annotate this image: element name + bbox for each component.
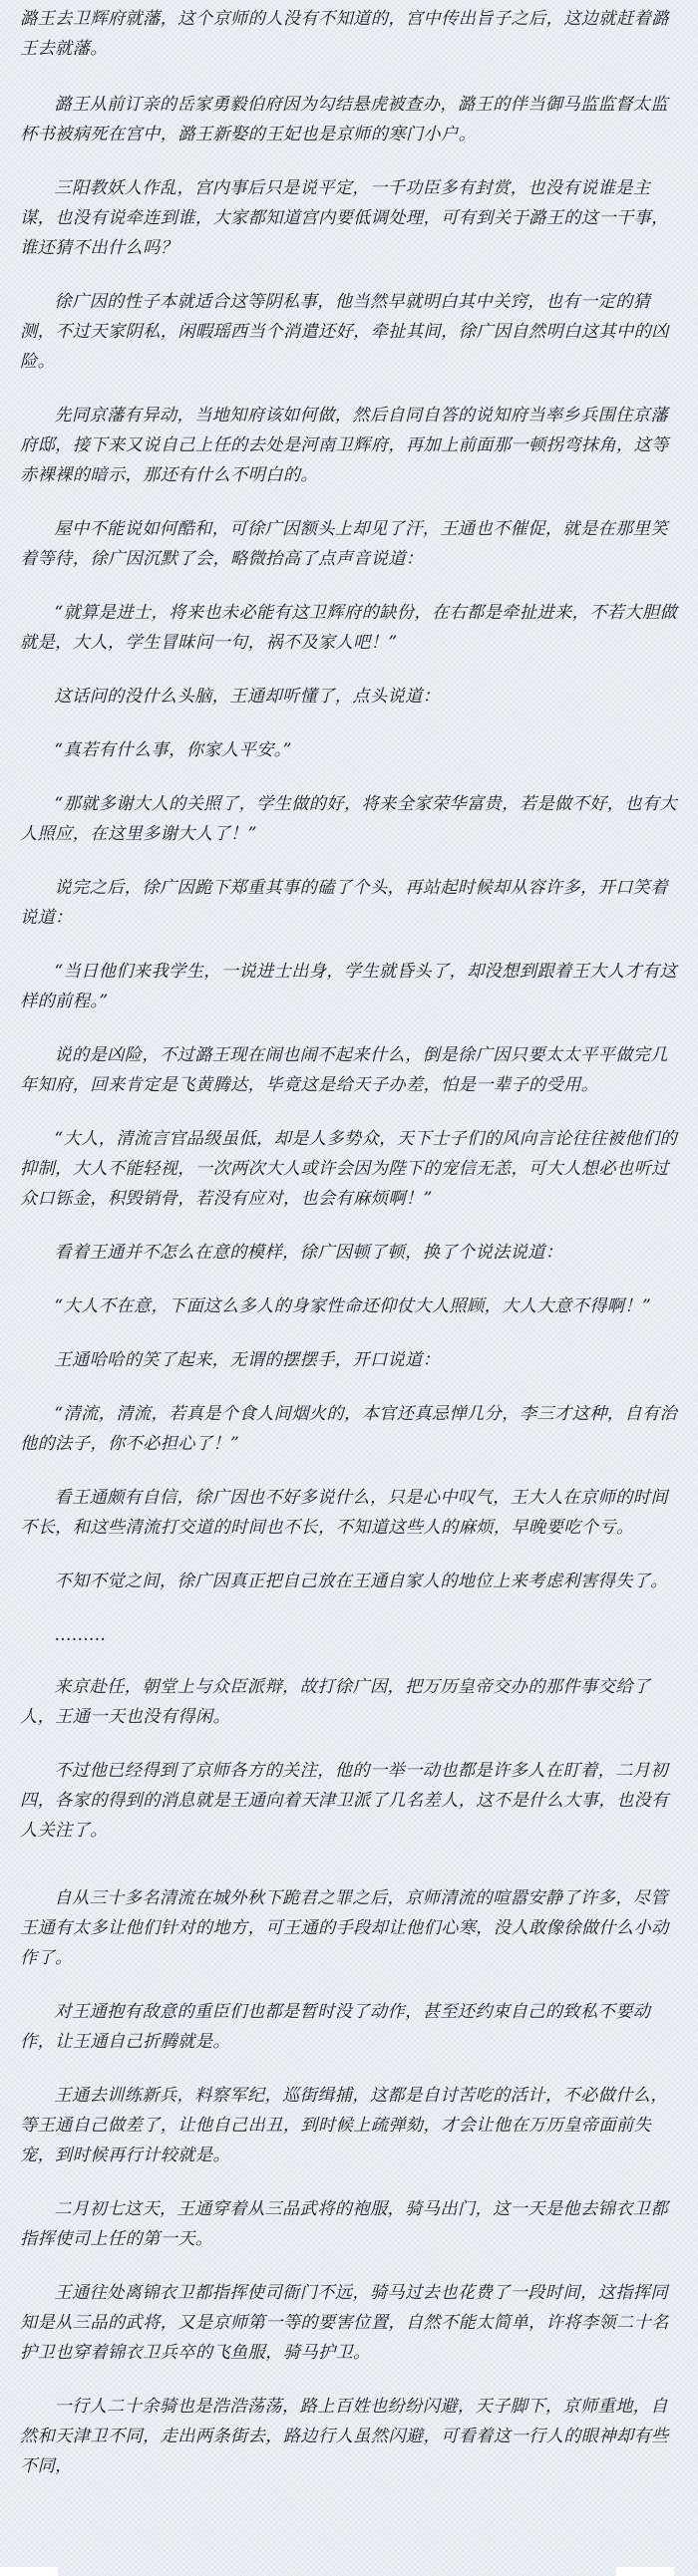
- paragraph: 二月初七这天，王通穿着从三品武将的袍服，骑马出门，这一天是他去锦衣卫都指挥使司上任的第一天。: [20, 2199, 668, 2249]
- paragraph: 看王通颇有自信，徐广因也不好多说什么，只是心中叹气，王大人在京师的时间不长，和这些清流打交道的时间也不长，不知道这些人的麻烦，早晚要吃个亏。: [20, 1488, 668, 1538]
- paragraph: 这话问的没什么头脑，王通却听懂了，点头说道：: [54, 687, 441, 707]
- paragraph: 一行人二十余骑也是浩浩荡荡，路上百姓也纷纷闪避，天子脚下，京师重地，自然和天津卫不同，走出两条街去，路边行人虽然闪避，可看着这一行人的眼神却有些不同，: [20, 2397, 669, 2476]
- paragraph: 不知不觉之间，徐广因真正把自己放在王通自家人的地位上来考虑利害得失了。: [54, 1572, 668, 1591]
- paragraph: 来京赴任，朝堂上与众臣派辩，故打徐广因，把万历皇帝交办的那件事交给了人，王通一天也没有得闲。: [20, 1677, 651, 1727]
- dialogue-paragraph: “清流，清流，若真是个食人间烟火的，本官还真忌惮几分，李三才这种，自有治他的法子，你不必担心了！”: [20, 1404, 678, 1454]
- dialogue-paragraph: “大人，清流言官品级虽低，却是人多势众，天下士子们的风向言论往往被他们的抑制，大人不能轻视，一次两次大人或许会因为陛下的宠信无恙，可大人想必也听过众口铄金，积毁销骨，若没有应对，也会有麻烦啊！”: [20, 1129, 678, 1209]
- section-separator: ………: [54, 1625, 106, 1645]
- bottom-bar-right: [616, 2567, 674, 2576]
- paragraph: 屋中不能说如何酷和，可徐广因额头上却见了汗，王通也不催促，就是在那里笑着等待，徐广因沉默了会，略微抬高了点声音说道：: [20, 519, 668, 569]
- paragraph: 王通去训练新兵，料察军纪，巡街缉捕，这都是自讨苦吃的活计，不必做什么，等王通自己做差了，让他自己出丑，到时候上疏弹劾，才会让他在万历皇帝面前失宠，到时候再行计较就是。: [20, 2086, 668, 2165]
- bottom-bar-left: [0, 2567, 58, 2576]
- paragraph: 王通哈哈的笑了起来，无谓的摆摆手，开口说道：: [54, 1350, 441, 1370]
- paragraph: 自从三十多名清流在城外秋下跪君之罪之后，京师清流的喧嚣安静了许多，尽管王通有太多让他们针对的地方，可王通的手段却让他们心寒，没人敢像徐做什么小动作了。: [20, 1888, 669, 1968]
- paragraph: 三阳教妖人作乱，宫内事后只是说平定，一千功臣多有封赏，也没有说谁是主谋，也没有说牵连到谁，大家都知道宫内要低调处理，可有到关于潞王的这一干事，谁还猜不出什么吗？: [20, 178, 669, 258]
- paragraph: 不过他已经得到了京师各方的关注，他的一举一动也都是许多人在盯着，二月初四，各家的得到的消息就是王通向着天津卫派了几名差人，这不是什么大事，也没有人关注了。: [20, 1761, 669, 1841]
- dialogue-paragraph: “就算是进士，将来也未必能有这卫辉府的缺份，在右都是牵扯进来，不若大胆做就是，大人，学生冒昧问一句，祸不及家人吧！”: [20, 603, 678, 653]
- paragraph: 潞王去卫辉府就藩，这个京师的人没有不知道的，宫中传出旨子之后，这边就赶着潞王去就藩。: [20, 9, 669, 59]
- paragraph: 看着王通并不怎么在意的模样，徐广因顿了顿，换了个说法说道：: [54, 1243, 563, 1263]
- paragraph: 王通往处离锦衣卫都指挥使司衙门不远，骑马过去也花费了一段时间，这指挥同知是从三品的武将，又是京师第一等的要害位置，自然不能太简单，许将李领二十名护卫也穿着锦衣卫兵卒的飞鱼服，骑马护卫。: [20, 2283, 669, 2363]
- dialogue-paragraph: “当日他们来我学生，一说进士出身，学生就昏头了，却没想到跟着王大人才有这样的前程。”: [20, 962, 678, 1011]
- dialogue-paragraph: “真若有什么事，你家人平安。”: [54, 740, 292, 760]
- paragraph: 说的是凶险，不过潞王现在闹也闹不起来什么，倒是徐广因只要太太平平做完几年知府，回来肯定是飞黄腾达，毕竟这是给天子办差，怕是一辈子的受用。: [20, 1045, 668, 1095]
- dialogue-paragraph: “那就多谢大人的关照了，学生做的好，将来全家荣华富贵，若是做不好，也有大人照应，在这里多谢大人了！”: [20, 794, 678, 844]
- paragraph: 先同京藩有异动，当地知府该如何做，然后自同自答的说知府当率乡兵围住京藩府邸，接下来又说自己上任的去处是河南卫辉府，再加上前面那一顿拐弯抹角，这等赤裸裸的暗示，那还有什么不明白的。: [20, 406, 669, 485]
- paragraph: 潞王从前订亲的岳家勇毅伯府因为勾结悬虎被查办，潞王的伴当御马监监督太监杯书被病死在宫中，潞王新娶的王妃也是京师的寒门小户。: [20, 95, 668, 144]
- dialogue-paragraph: “大人不在意，下面这么多人的身家性命还仰仗大人照顾，大人大意不得啊！”: [54, 1296, 652, 1316]
- paragraph: 徐广因的性子本就适合这等阴私事，他当然早就明白其中关窍，也有一定的猜测，不过天家阴私，闲暇瑶西当个消遣还好，牵扯其间，徐广因自然明白这其中的凶险。: [20, 292, 669, 372]
- paragraph: 说完之后，徐广因跪下郑重其事的磕了个头，再站起时候却从容许多，开口笑着说道：: [20, 878, 668, 928]
- paragraph: 对王通抱有敌意的重臣们也都是暂时没了动作，甚至还约束自己的致私不要动作，让王通自己折腾就是。: [20, 2002, 651, 2052]
